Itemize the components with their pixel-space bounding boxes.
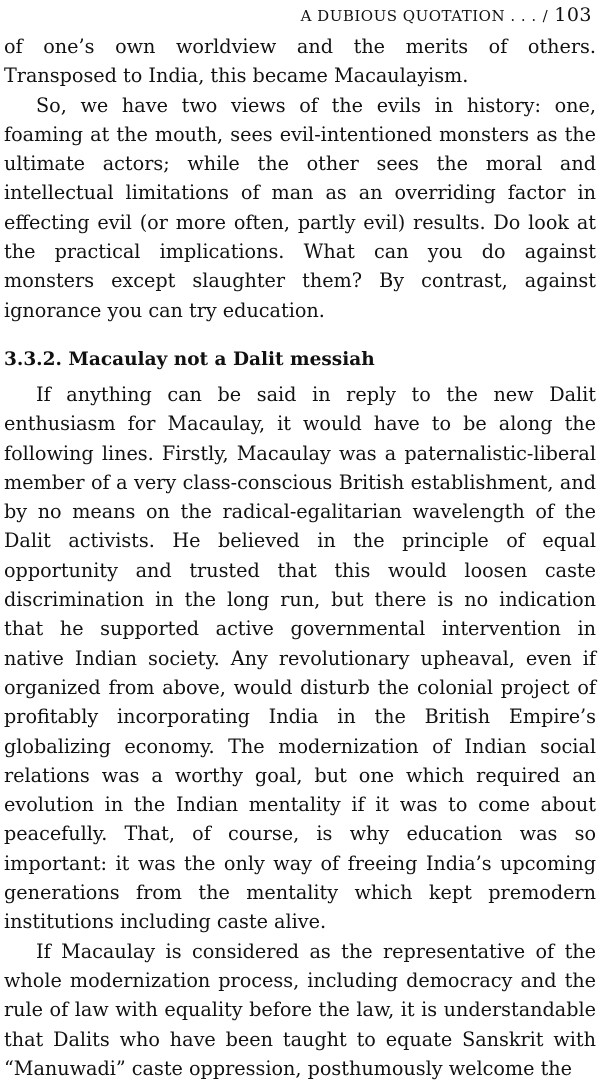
page-number: 103 xyxy=(554,4,592,26)
paragraph-continuation: of one’s own worldview and the merits of others. Transposed to India, this became Macaulayism. xyxy=(4,35,596,88)
running-header xyxy=(301,4,592,26)
running-title: A DUBIOUS QUOTATION . . . xyxy=(300,7,537,25)
paragraph-modernization: If Macaulay is considered as the representative of the whole modernization process, including democracy and the rule of law with equality before the law, it is understandable that Dalits who have been taught to equate Sanskrit with “Manuwadi” caste oppression, posthumously welcome the xyxy=(4,939,596,1080)
body-text xyxy=(4,32,596,1083)
section-heading: 3.3.2. Macaulay not a Dalit messiah xyxy=(4,348,375,370)
paragraph-dalit-enthusiasm: If anything can be said in reply to the new Dalit enthusiasm for Macaulay, it would have to be along the following lines. Firstly, Macaulay was a paternalistic-liberal member of a very class-conscious British establishment, and by no means on the radical-egalitarian wavelength of the Dalit activists. He believed in the principle of equal opportunity and trusted that this would loosen caste discrimination in the long run, but there is no indication that he supported active governmental intervention in native Indian society. Any revolutionary upheaval, even if organized from above, would disturb the colonial project of profitably incorporating India in the British Empire’s globalizing economy. The modernization of Indian social relations was a worthy goal, but one which required an evolution in the Indian mentality if it was to come about peacefully. That, of course, is why education was so important: it was the only way of freeing India’s upcoming generations from the mentality which kept premodern institutions including caste alive. xyxy=(4,382,596,934)
header-separator: / xyxy=(542,7,549,25)
paragraph-two-views: So, we have two views of the evils in history: one, foaming at the mouth, sees evil-intentioned monsters as the ultimate actors; while the other sees the moral and intellectual limitations of man as an overriding factor in effecting evil (or more often, partly evil) results. Do look at the practical implications. What can you do against monsters except slaughter them? By contrast, against ignorance you can try education. xyxy=(4,93,596,322)
